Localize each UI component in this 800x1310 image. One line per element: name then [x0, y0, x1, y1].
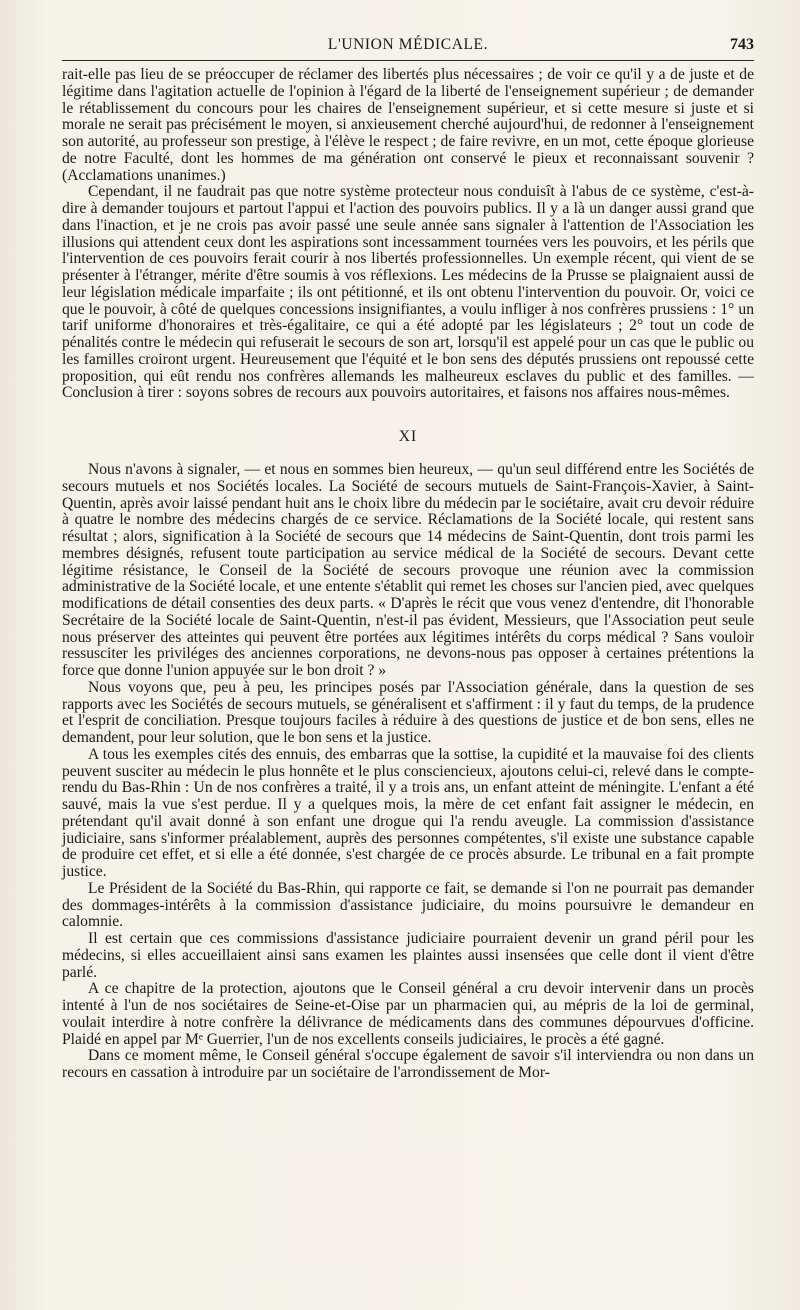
page-header: [62, 30, 754, 61]
paragraph: Cependant, il ne faudrait pas que notre système protecteur nous conduisît à l'abus de ce système, c'est-à-dire à demander toujours et partout l'appui et l'action des pouvoirs publics. Il y a là un danger aussi grand que dans l'inaction, et je ne crois pas avoir passé une seule année sans signaler à l'attention de l'Association les illusions qui attendent ceux dont les aspirations sont incessamment tournées vers les pouvoirs, et les périls que l'intervention de ces pouvoirs ferait courir à nos libertés professionnelles. Un exemple récent, qui vient de se présenter à l'étranger, mérite d'être soumis à vos réflexions. Les médecins de la Prusse se plaignaient aussi de leur législation médicale imparfaite ; ils ont pétitionné, et ils ont obtenu l'intervention du pouvoir. Or, voici ce que le pouvoir, à côté de quelques concessions insignifiantes, a voulu infliger à nos confrères prussiens : 1° un tarif uniforme d'honoraires et très-égalitaire, ce qui a été adopté par les législateurs ; 2° tout un code de pénalités contre le médecin qui refuserait le secours de son art, lorsqu'il est appelé pour un cas que le public ou les familles croiront urgent. Heureusement que l'équité et le bon sens des députés prussiens ont repoussé cette proposition, qui eût rendu nos confrères allemands les malheureux esclaves du public et des familles. — Conclusion à tirer : soyons sobres de recours aux pouvoirs autoritaires, et faisons nos affaires nous-mêmes.: [62, 183, 754, 402]
paragraph: A tous les exemples cités des ennuis, des embarras que la sottise, la cupidité et la mauvaise foi des clients peuvent susciter au médecin le plus honnête et le plus consciencieux, ajoutons celui-ci, relevé dans le compte-rendu du Bas-Rhin : Un de nos confrères a traité, il y a trois ans, un enfant atteint de méningite. L'enfant a été sauvé, mais la vue s'est perdue. Il y a quelques mois, la mère de cet enfant fait assigner le médecin, en prétendant qu'il avait donné à son enfant une drogue qui l'a rendu aveugle. La commission d'assistance judiciaire, sans s'informer préalablement, auprès des personnes compétentes, s'il existe une substance capable de produire cet effet, et si elle a été donnée, s'est chargée de ce procès absurde. Le tribunal en a fait prompte justice.: [62, 745, 754, 880]
paragraph: Nous voyons que, peu à peu, les principes posés par l'Association générale, dans la question de ses rapports avec les Sociétés de secours mutuels, se généralisent et s'affirment : il y faut du temps, de la prudence et l'esprit de conciliation. Presque toujours faciles à réduire à des questions de justice et de bon sens, elles ne demandent, pour leur solution, que le bon sens et la justice.: [62, 678, 754, 746]
paragraph: Il est certain que ces commissions d'assistance judiciaire pourraient devenir un grand péril pour les médecins, si elles accueillaient ainsi sans examen les plaintes aussi insensées que celle dont il vient d'être parlé.: [62, 930, 754, 981]
paragraph: Dans ce moment même, le Conseil général s'occupe également de savoir s'il interviendra ou non dans un recours en cassation à introduire par un sociétaire de l'arrondissement de Mor-: [62, 1047, 754, 1081]
paragraph: Le Président de la Société du Bas-Rhin, qui rapporte ce fait, se demande si l'on ne pourrait pas demander des dommages-intérêts à la commission d'assistance judiciaire, du moins poursuivre le demandeur en calomnie.: [62, 879, 754, 931]
paragraph: A ce chapitre de la protection, ajoutons que le Conseil général a cru devoir intervenir dans un procès intenté à l'un de nos sociétaires de Seine-et-Oise par un pharmacien qui, au mépris de la loi de germinal, voulait interdire à notre confrère la délivrance de médicaments dans des communes dépourvues d'officine. Plaidé en appel par Mᵉ Guerrier, l'un de nos excellents conseils judiciaires, le procès a été gagné.: [62, 980, 754, 1048]
paragraph-continued: rait-elle pas lieu de se préoccuper de réclamer des libertés plus nécessaires ; de voir ce qu'il y a de juste et de légitime dans l'agitation actuelle de l'opinion à l'égard de la liberté de l'enseignement supérieur ; de demander le rétablissement du concours pour les chaires de l'enseignement supérieur, et si cette mesure si juste et si morale ne serait pas précisément le moyen, si anxieusement cherché aujourd'hui, de redonner à l'enseignement son autorité, au professeur son prestige, à l'élève le respect ; de faire revivre, en un mot, cette époque glorieuse de notre Faculté, dont les hommes de ma génération ont conservé le pieux et reconnaissant souvenir ? (Acclamations unanimes.): [62, 66, 754, 184]
paragraph: Nous n'avons à signaler, — et nous en sommes bien heureux, — qu'un seul différend entre les Sociétés de secours mutuels et nos Sociétés locales. La Société de secours mutuels de Saint-François-Xavier, à Saint-Quentin, après avoir laissé pendant huit ans le choix libre du médecin par le sociétaire, avait cru devoir réduire à quatre le nombre des médecins chargés de ce service. Réclamations de la Société locale, qui restent sans résultat ; alors, signification à la Société de secours que 14 médecins de Saint-Quentin, dont trois parmi les membres désignés, refusent toute participation au service médical de la Société de secours. Devant cette légitime résistance, le Conseil de la Société de secours provoque une réunion avec la commission administrative de la Société locale, et une entente s'établit qui remet les choses sur l'ancien pied, avec quelques modifications de détail consenties des deux parts. « D'après le récit que vous venez d'entendre, dit l'honorable Secrétaire de la Société locale de Saint-Quentin, n'est-il pas évident, Messieurs, que l'Association peut seule nous préserver des atteintes qui peuvent être portées aux légitimes intérêts du corps médical ? Sans vouloir ressusciter les priviléges des anciennes corporations, ne devons-nous pas opposer à certaines prétentions la force que donne l'union appuyée sur le bon droit ? »: [62, 461, 754, 679]
page-number: 743: [730, 36, 754, 53]
article-body: [62, 67, 754, 1082]
running-title: L'UNION MÉDICALE.: [327, 36, 489, 53]
section-heading: XI: [398, 428, 418, 445]
